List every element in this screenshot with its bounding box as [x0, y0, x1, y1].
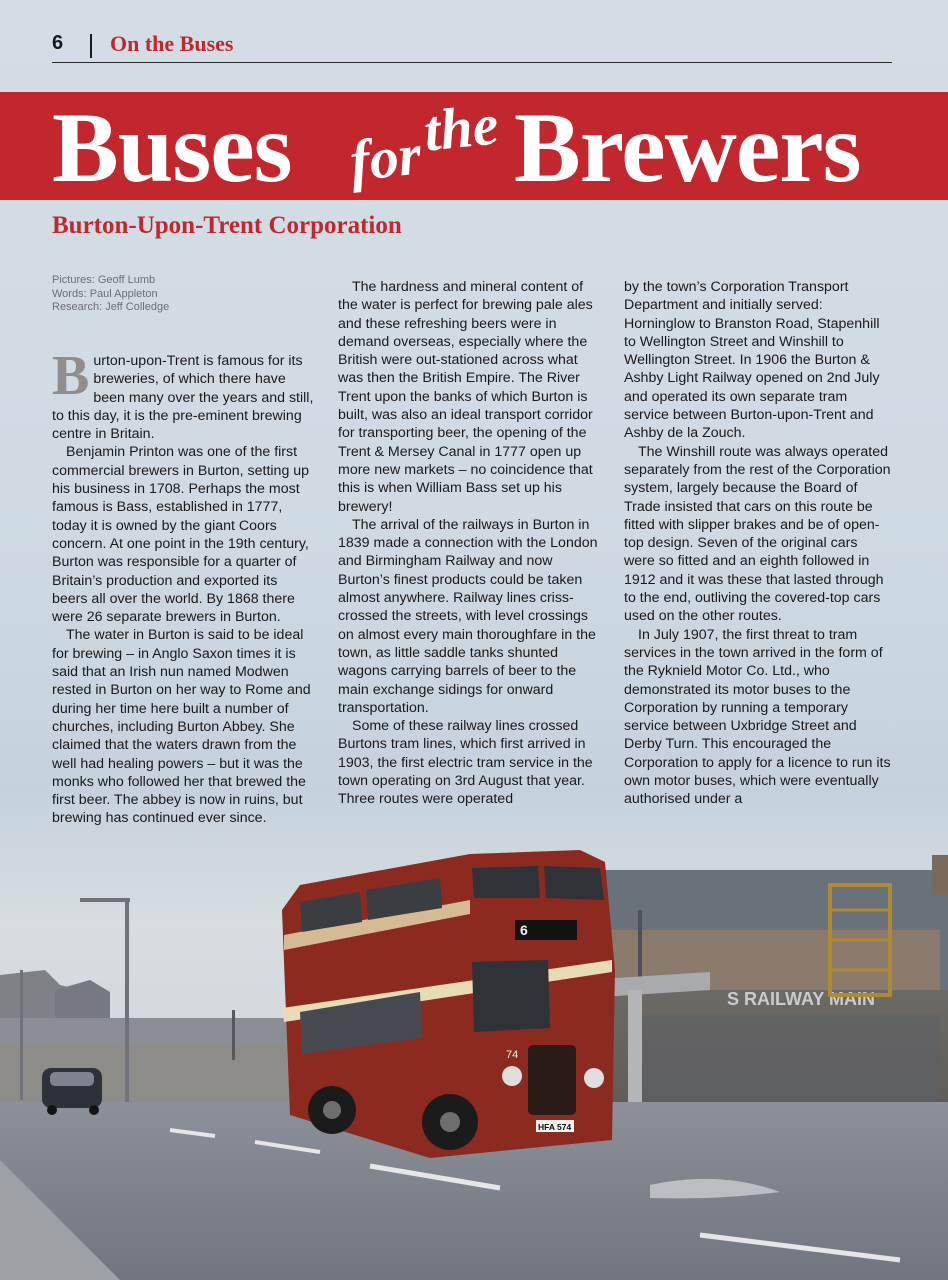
- section-title: On the Buses: [110, 31, 234, 56]
- article-column-1: [52, 345, 314, 828]
- bus-fleet-number: 74: [506, 1049, 519, 1061]
- page-header: [52, 30, 892, 63]
- credits: [52, 274, 169, 315]
- paragraph: The arrival of the railways in Burton in 1839 made a connection with the London and Birmingham Railway and now Burton’s finest products could be taken almost anywhere. Railway lines criss-crossed the streets, with level crossings on almost every main thoroughfare in the town, as little saddle tanks shunted wagons carrying barrels of beer to the main exchange sidings for onward transportation.: [338, 516, 598, 716]
- credit-words: Words: Paul Appleton: [52, 287, 158, 300]
- drop-cap: B: [52, 345, 90, 407]
- article-column-2: [338, 278, 602, 809]
- paragraph: Benjamin Printon was one of the first commercial brewers in Burton, setting up his business in 1708. Perhaps the most famous is Bass, established in 1777, today it is owned by the giant Coors concern. At one point in the 19th century, Burton was responsible for a quarter of Britain’s production and exported its beers all over the world. By 1868 there were 26 separate brewers in Burton.: [52, 444, 310, 626]
- headline-for: for: [346, 121, 425, 194]
- headline-the: the: [420, 91, 502, 164]
- paragraph: [52, 345, 314, 443]
- double-decker-bus: [282, 850, 615, 1158]
- paragraph: The water in Burton is said to be ideal for brewing – in Anglo Saxon times it is said that an Irish nun named Modwen rested in Burton on her way to Rome and during her time here built a number of churches, including Burton Abbey. She claimed that the waters drawn from the well had healing powers – but it was the monks who followed her that brewed the first beer. The abbey is now in ruins, but brewing has continued ever since.: [52, 627, 311, 827]
- paragraph: by the town’s Corporation Transport Department and initially served: Horninglow to Branston Road, Stapenhill to Wellington Street and Winshill to Wellington Street. In 1906 the Burton & Ashby Light Railway opened on 2nd July and operated its own separate tram service between Burton-upon-Trent and Ashby de la Zouch.: [624, 279, 880, 442]
- bus-registration: HFA 574: [538, 1122, 572, 1132]
- bus-photograph: [0, 840, 948, 1280]
- subtitle: Burton-Upon-Trent Corporation: [52, 212, 402, 239]
- article-column-3: [624, 278, 892, 809]
- bus-route-number: 6: [520, 922, 528, 938]
- page-number: 6: [52, 32, 64, 54]
- paragraph: The hardness and mineral content of the water is perfect for brewing pale ales and these refreshing beers were in demand overseas, especially where the British were out-stationed across what was then the British Empire. The River Trent upon the banks of which Burton is built, was also an ideal transport corridor for transporting beer, the opening of the Trent & Mersey Canal in 1777 open up more new markets – no coincidence that this is when William Bass set up his brewery!: [338, 279, 593, 515]
- paragraph: Some of these railway lines crossed Burtons tram lines, which first arrived in 1903, the first electric tram service in the town operating on 3rd August that year. Three routes were operated: [338, 718, 593, 808]
- paragraph: In July 1907, the first threat to tram services in the town arrived in the form of the Ryknield Motor Co. Ltd., who demonstrated its motor buses to the Corporation by running a temporary service between Uxbridge Street and Derby Turn. This encouraged the Corporation to apply for a licence to run its own motor buses, which were eventually authorised under a: [624, 626, 891, 808]
- header-divider: [90, 34, 92, 58]
- paragraph: The Winshill route was always operated separately from the rest of the Corporation system, largely because the Board of Trade insisted that cars on this route be fitted with slipper brakes and be of open-top design. Seven of the original cars were so fitted and an eighth followed in 1912 and it was these that lasted through to the end, outliving the covered-top cars used on the other routes.: [624, 443, 891, 625]
- credit-research: Research: Jeff Colledge: [52, 301, 170, 314]
- wall-sign: S RAILWAY MAIN: [727, 989, 876, 1009]
- credit-pictures: Pictures: Geoff Lumb: [52, 274, 156, 286]
- headline-brewers: Brewers: [514, 92, 861, 203]
- paragraph-text: urton-upon-Trent is famous for its breweries, of which there have been many over the years and still, to this day, it is the pre-eminent brewing centre in Britain.: [52, 353, 314, 443]
- black-car: [42, 1068, 102, 1115]
- headline-buses: Buses: [52, 92, 292, 203]
